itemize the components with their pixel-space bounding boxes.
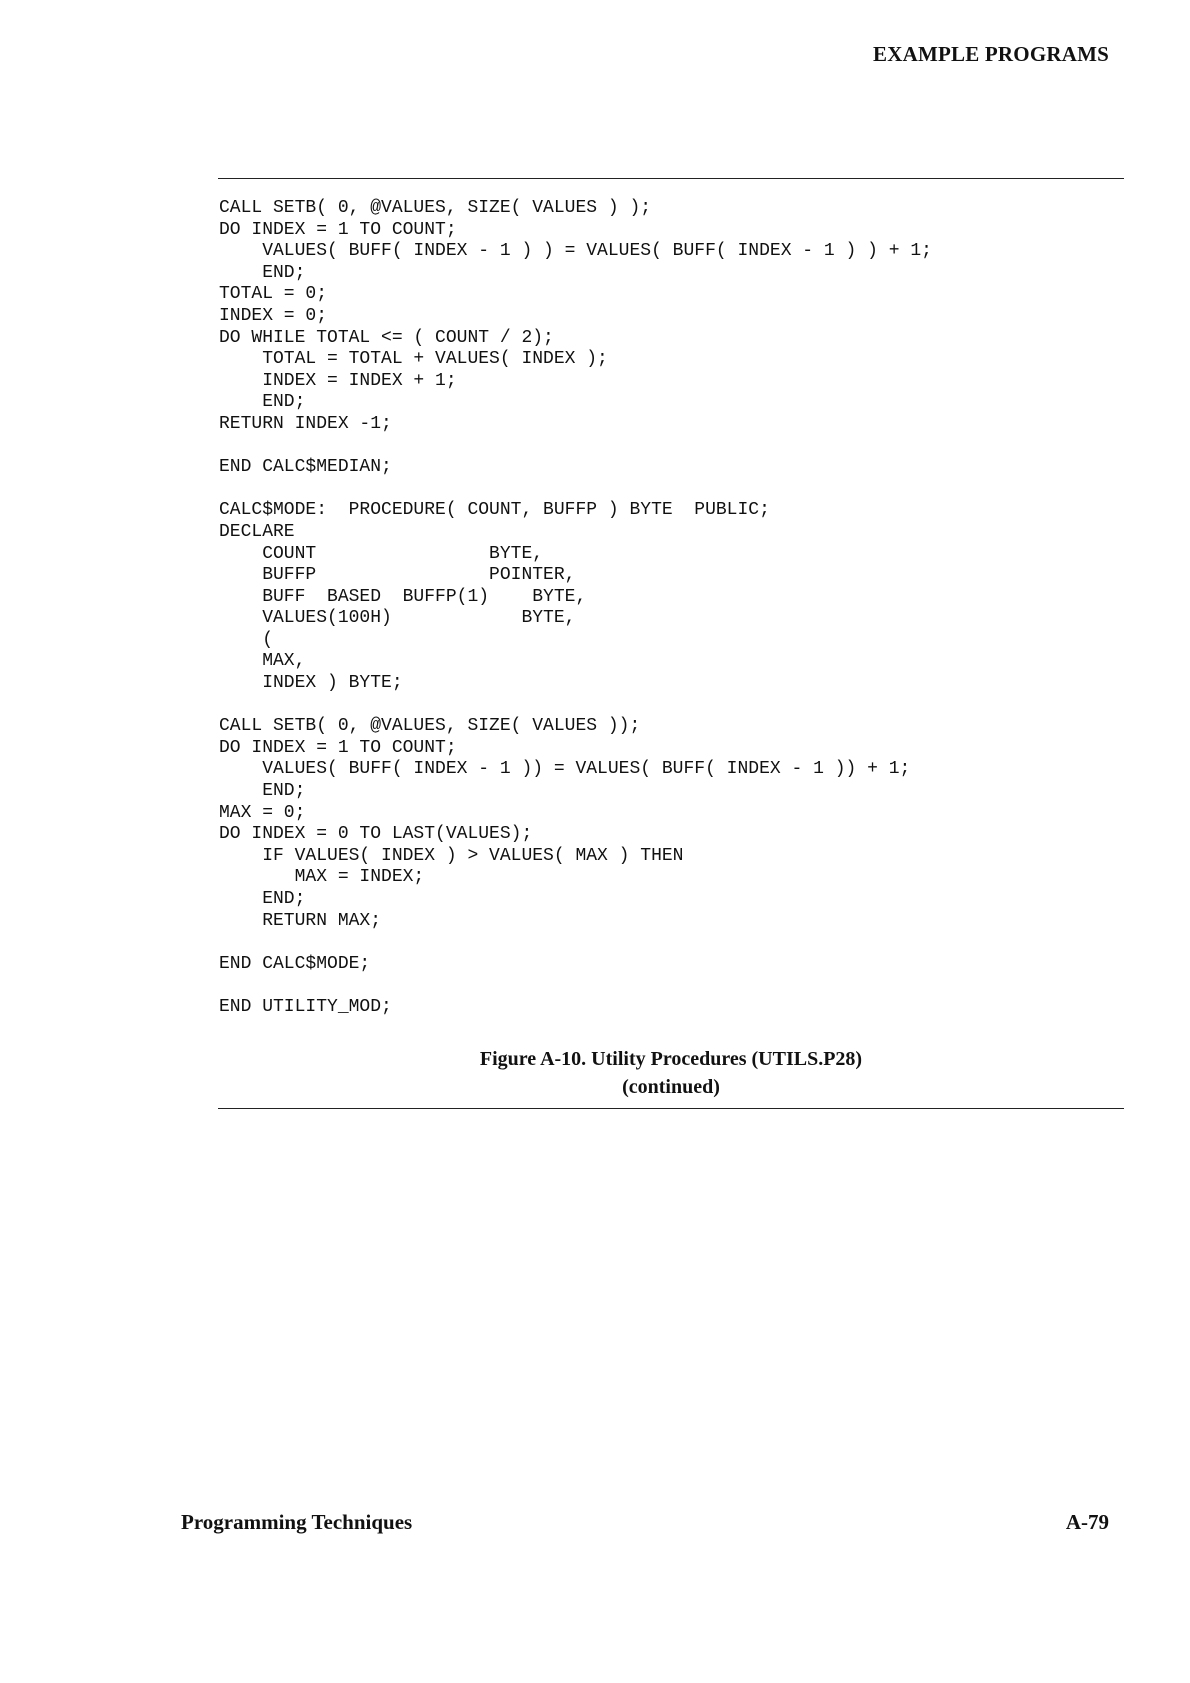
code-line: ( (219, 629, 274, 650)
figure-top-rule (218, 178, 1124, 179)
code-line: RETURN MAX; (219, 910, 382, 931)
code-listing (219, 198, 932, 1019)
footer-section-title: Programming Techniques (181, 1510, 413, 1534)
code-line: CALL SETB( 0, @VALUES, SIZE( VALUES )); (219, 716, 641, 737)
code-line (219, 436, 932, 458)
figure-caption (218, 1045, 1124, 1101)
code-line: END; (219, 392, 306, 413)
code-line: END; (219, 889, 306, 909)
code-line: COUNT BYTE, (219, 543, 544, 564)
code-line: MAX = INDEX; (219, 867, 425, 888)
code-line (219, 932, 932, 954)
code-line: INDEX = INDEX + 1; (219, 370, 457, 391)
code-line: VALUES( BUFF( INDEX - 1 )) = VALUES( BUFF( INDEX - 1 )) + 1; (219, 759, 911, 780)
code-line: CALC$MODE: PROCEDURE( COUNT, BUFFP ) BYTE PUBLIC; (219, 500, 770, 521)
code-line: TOTAL = 0; (219, 284, 328, 305)
code-line: INDEX = 0; (219, 305, 328, 326)
code-line: INDEX ) BYTE; (219, 673, 403, 694)
code-line: BUFFP POINTER, (219, 565, 576, 586)
code-line: END; (219, 781, 306, 802)
code-line: DO INDEX = 1 TO COUNT; (219, 219, 457, 240)
code-line: CALL SETB( 0, @VALUES, SIZE( VALUES ) ); (219, 198, 652, 218)
figure-bottom-rule (218, 1108, 1124, 1109)
figure-caption-continued: (continued) (622, 1076, 720, 1098)
code-line: RETURN INDEX -1; (219, 413, 392, 434)
code-line: DO INDEX = 1 TO COUNT; (219, 737, 457, 758)
code-line: DECLARE (219, 521, 295, 542)
running-head: EXAMPLE PROGRAMS (873, 42, 1109, 66)
code-line: DO INDEX = 0 TO LAST(VALUES); (219, 824, 533, 845)
code-line: BUFF BASED BUFFP(1) BYTE, (219, 586, 587, 607)
code-line (219, 975, 932, 997)
code-line (219, 479, 932, 501)
figure-caption-title: Figure A-10. Utility Procedures (UTILS.P28) (479, 1048, 863, 1070)
code-line: IF VALUES( INDEX ) > VALUES( MAX ) THEN (219, 845, 684, 866)
code-line: MAX = 0; (219, 802, 306, 823)
code-line: VALUES( BUFF( INDEX - 1 ) ) = VALUES( BUFF( INDEX - 1 ) ) + 1; (219, 241, 932, 262)
code-line: END UTILITY_MOD; (219, 996, 392, 1017)
footer-page-number: A-79 (1065, 1510, 1109, 1534)
code-line: TOTAL = TOTAL + VALUES( INDEX ); (219, 349, 608, 370)
code-line: MAX, (219, 651, 306, 672)
code-line: END; (219, 262, 306, 283)
code-line: END CALC$MODE; (219, 953, 371, 974)
code-line: VALUES(100H) BYTE, (219, 608, 576, 629)
code-line: END CALC$MEDIAN; (219, 457, 392, 478)
code-line (219, 695, 932, 717)
code-line: DO WHILE TOTAL <= ( COUNT / 2); (219, 327, 554, 348)
